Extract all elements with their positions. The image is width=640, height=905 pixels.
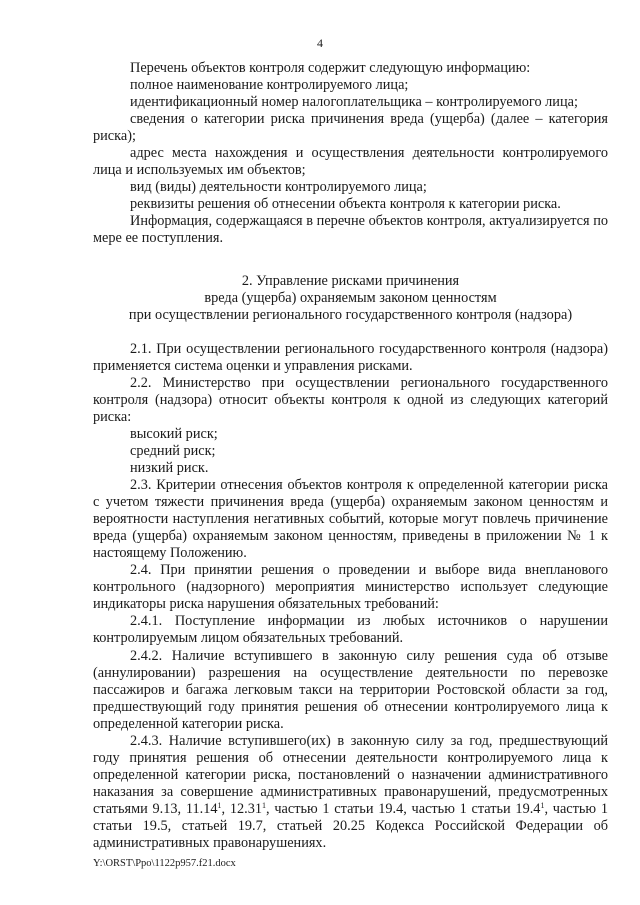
list-item: адрес места нахождения и осуществления деятельности контролируемого лица и используемых им объектов; bbox=[93, 145, 608, 179]
clause-text: 2.4.3. Наличие вступившего(их) в законную силу за год, предшествующий году принятия решения об отнесении деятельности контролируемого лица к определенной категории риска, постановлений о назначении административного наказания за совершение административных правонарушений, предусмотренных статьями 9.13, 11.14 bbox=[93, 732, 608, 817]
clause-2-4-3 bbox=[93, 733, 608, 852]
paragraph: Информация, содержащаяся в перечне объектов контроля, актуализируется по мере ее поступления. bbox=[93, 213, 608, 247]
superscript: 1 bbox=[217, 800, 222, 810]
clause-text: , частью 1 статьи 19.4, частью 1 статьи 19.4 bbox=[266, 800, 541, 817]
clause-2-2: 2.2. Министерство при осуществлении регионального государственного контроля (надзора) относит объекты контроля к одной из следующих категорий риска: bbox=[93, 374, 608, 425]
clause-text: , частью 1 статьи 19.5, статьей 19.7, статьей 20.25 Кодекса Российской Федерации об административных правонарушениях. bbox=[93, 800, 608, 852]
file-path-footer: Y:\ORST\Ppo\1122p957.f21.docx bbox=[93, 858, 236, 869]
list-item: реквизиты решения об отнесении объекта контроля к категории риска. bbox=[130, 196, 561, 213]
paragraph: Перечень объектов контроля содержит следующую информацию: bbox=[130, 60, 531, 76]
clause-2-3: 2.3. Критерии отнесения объектов контроля к определенной категории риска с учетом тяжести причинения вреда (ущерба) охраняемым законом ценностям и вероятности наступления негативных событий, которые могут повлечь причинение вреда (ущерба) охраняемым законом ценностям, приведены в приложении № 1 к настоящему Положению. bbox=[93, 477, 608, 562]
section-heading-line: вреда (ущерба) охраняемым законом ценностям bbox=[204, 289, 497, 306]
superscript: 1 bbox=[540, 800, 545, 810]
clause-2-4-2: 2.4.2. Наличие вступившего в законную силу решения суда об отзыве (аннулировании) разрешения на осуществление деятельности по перевозке пассажиров и багажа легковым такси на территории Ростовской области за год, предшествующий году принятия решения об отнесении контролируемого лица к определенной категории риска. bbox=[93, 647, 608, 732]
list-item: сведения о категории риска причинения вреда (ущерба) (далее – категория риска); bbox=[93, 111, 608, 145]
page-number: 4 bbox=[317, 36, 323, 50]
clause-2-4: 2.4. При принятии решения о проведении и выборе вида внепланового контрольного (надзорного) мероприятия министерство использует следующие индикаторы риска нарушения обязательных требований: bbox=[93, 562, 608, 613]
document-body bbox=[93, 60, 608, 852]
list-item: полное наименование контролируемого лица; bbox=[130, 77, 409, 94]
list-item: идентификационный номер налогоплательщика – контролируемого лица; bbox=[130, 94, 578, 111]
clause-2-1: 2.1. При осуществлении регионального государственного контроля (надзора) применяется система оценки и управления рисками. bbox=[93, 340, 608, 374]
clause-text: , 12.31 bbox=[221, 800, 263, 817]
section-heading-line: 2. Управление рисками причинения bbox=[241, 272, 460, 289]
list-item: высокий риск; bbox=[130, 425, 218, 442]
list-item: низкий риск. bbox=[130, 459, 209, 476]
list-item: вид (виды) деятельности контролируемого лица; bbox=[130, 179, 427, 196]
clause-2-4-1: 2.4.1. Поступление информации из любых источников о нарушении контролируемым лицом обязательных требований. bbox=[93, 613, 608, 647]
list-item: средний риск; bbox=[130, 442, 216, 459]
section-heading-line: при осуществлении регионального государственного контроля (надзора) bbox=[128, 306, 573, 323]
superscript: 1 bbox=[262, 800, 267, 810]
